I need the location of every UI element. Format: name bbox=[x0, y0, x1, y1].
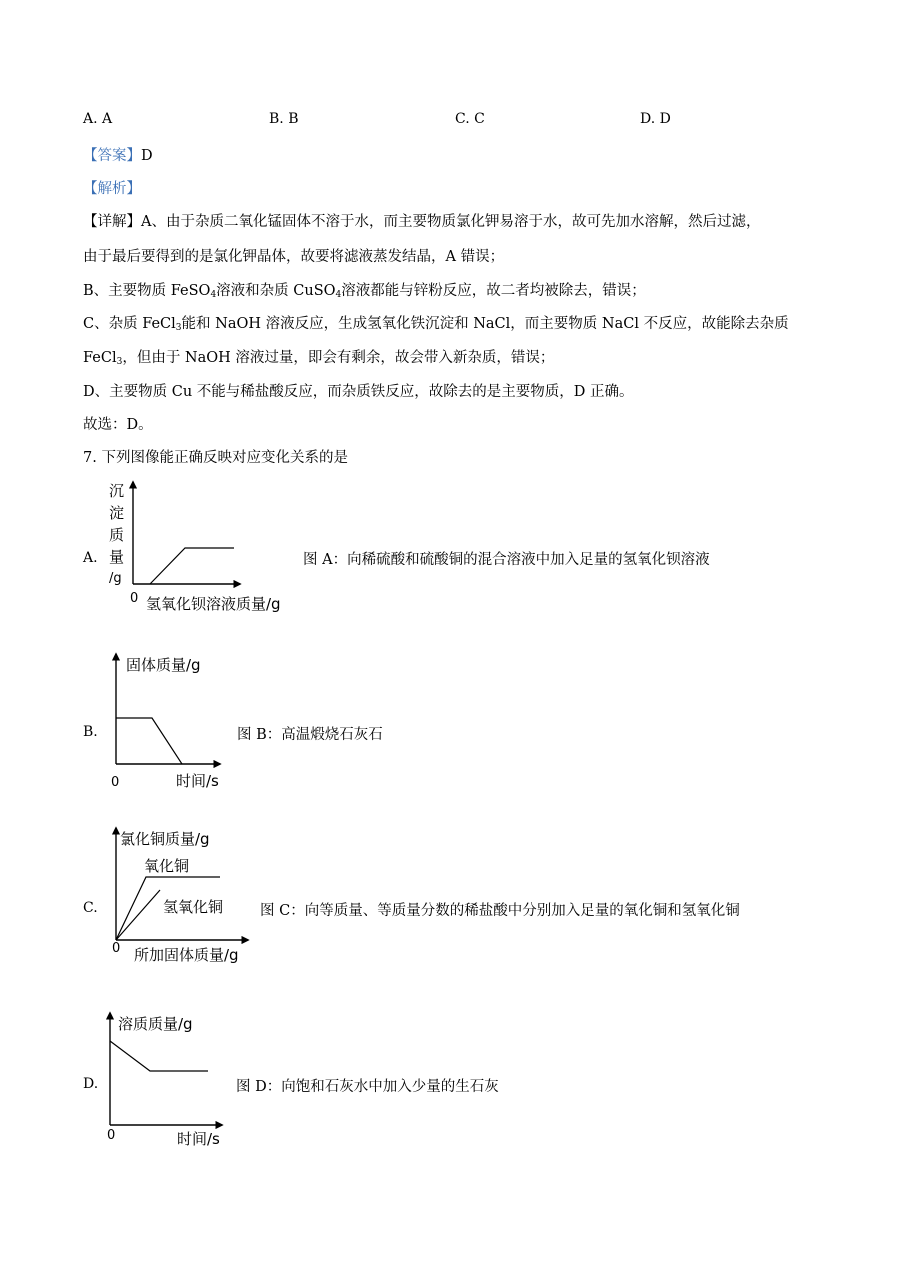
figure-b-graph bbox=[100, 648, 240, 793]
explain-line-5: FeCl$_3$，但由于 NaOH 溶液过量，即会有剩余，故会带入新杂质，错误； bbox=[83, 350, 555, 367]
explain-line-3: B、主要物质 FeSO$_4$溶液和杂质 CuSO$_4$溶液都能与锌粉反应，故二者均被除去，错误； bbox=[83, 283, 646, 300]
analysis-tag: 【解析】 bbox=[83, 181, 141, 197]
option-c[interactable]: C. C bbox=[455, 111, 485, 127]
figure-d-graph bbox=[100, 1007, 240, 1153]
figure-c-xlabel: 所加固体质量/g bbox=[134, 946, 239, 964]
figure-d-label[interactable]: D. bbox=[83, 1076, 99, 1092]
explain-line-2: 由于最后要得到的是氯化钾晶体，故要将滤液蒸发结晶，A 错误； bbox=[83, 249, 505, 265]
answer-line bbox=[83, 144, 153, 165]
figure-b-xlabel: 时间/s bbox=[176, 772, 219, 790]
figure-d-xlabel: 时间/s bbox=[177, 1130, 220, 1148]
figure-a-graph bbox=[100, 476, 300, 618]
figure-c-series-1-label: 氧化铜 bbox=[144, 857, 190, 875]
answer-value: D bbox=[141, 148, 153, 164]
explain-line-4: C、杂质 FeCl$_3$能和 NaOH 溶液反应，生成氢氧化铁沉淀和 NaCl，而主要物质 NaCl 不反应，故能除去杂质 bbox=[83, 316, 789, 333]
figure-d-caption: 图 D：向饱和石灰水中加入少量的生石灰 bbox=[236, 1079, 499, 1095]
figure-d-curve bbox=[110, 1041, 208, 1071]
figure-c-series-2-line bbox=[116, 890, 160, 940]
detail-tag: 【详解】 bbox=[83, 214, 141, 230]
figure-a-label[interactable]: A. bbox=[83, 550, 98, 566]
figure-a-caption: 图 A：向稀硫酸和硫酸铜的混合溶液中加入足量的氢氧化钡溶液 bbox=[303, 552, 710, 568]
figure-b-curve bbox=[116, 718, 182, 764]
figure-c-origin: 0 bbox=[112, 941, 121, 956]
option-d[interactable]: D. D bbox=[640, 111, 671, 127]
figure-c-series-2-label: 氢氧化铜 bbox=[163, 898, 224, 916]
figure-a-ylabel-0: 沉 bbox=[109, 482, 125, 500]
figure-a-curve bbox=[150, 548, 234, 584]
figure-a-ylabel-3: 量 bbox=[109, 548, 125, 566]
figure-c-label[interactable]: C. bbox=[83, 900, 98, 916]
figure-b-caption: 图 B：高温煅烧石灰石 bbox=[237, 727, 383, 743]
option-a[interactable]: A. A bbox=[83, 111, 113, 127]
figure-b-ylabel: 固体质量/g bbox=[126, 656, 201, 674]
figure-c-ylabel: 氯化铜质量/g bbox=[120, 830, 210, 848]
figure-a-ylabel-4: /g bbox=[109, 571, 122, 586]
explain-line-7: 故选：D。 bbox=[83, 417, 153, 433]
figure-d-ylabel: 溶质质量/g bbox=[118, 1015, 193, 1033]
option-b[interactable]: B. B bbox=[269, 111, 299, 127]
figure-a-ylabel-1: 淀 bbox=[109, 504, 125, 522]
explain-line-6: D、主要物质 Cu 不能与稀盐酸反应，而杂质铁反应，故除去的是主要物质，D 正确。 bbox=[83, 384, 634, 400]
explain-line-1: 【详解】A、由于杂质二氧化锰固体不溶于水，而主要物质氯化钾易溶于水，故可先加水溶解，然后过滤， bbox=[83, 214, 761, 230]
figure-c-graph bbox=[100, 822, 260, 970]
question-title: 7. 下列图像能正确反映对应变化关系的是 bbox=[83, 450, 348, 466]
figure-b-origin: 0 bbox=[111, 775, 120, 790]
figure-c-caption: 图 C：向等质量、等质量分数的稀盐酸中分别加入足量的氧化铜和氢氧化铜 bbox=[260, 903, 740, 919]
answer-tag: 【答案】 bbox=[83, 148, 141, 164]
figure-a-xlabel: 氢氧化钡溶液质量/g bbox=[146, 595, 281, 613]
figure-b-label[interactable]: B. bbox=[83, 724, 98, 740]
figure-d-origin: 0 bbox=[107, 1128, 116, 1143]
figure-a-ylabel-2: 质 bbox=[109, 526, 125, 544]
figure-a-origin: 0 bbox=[130, 591, 139, 606]
